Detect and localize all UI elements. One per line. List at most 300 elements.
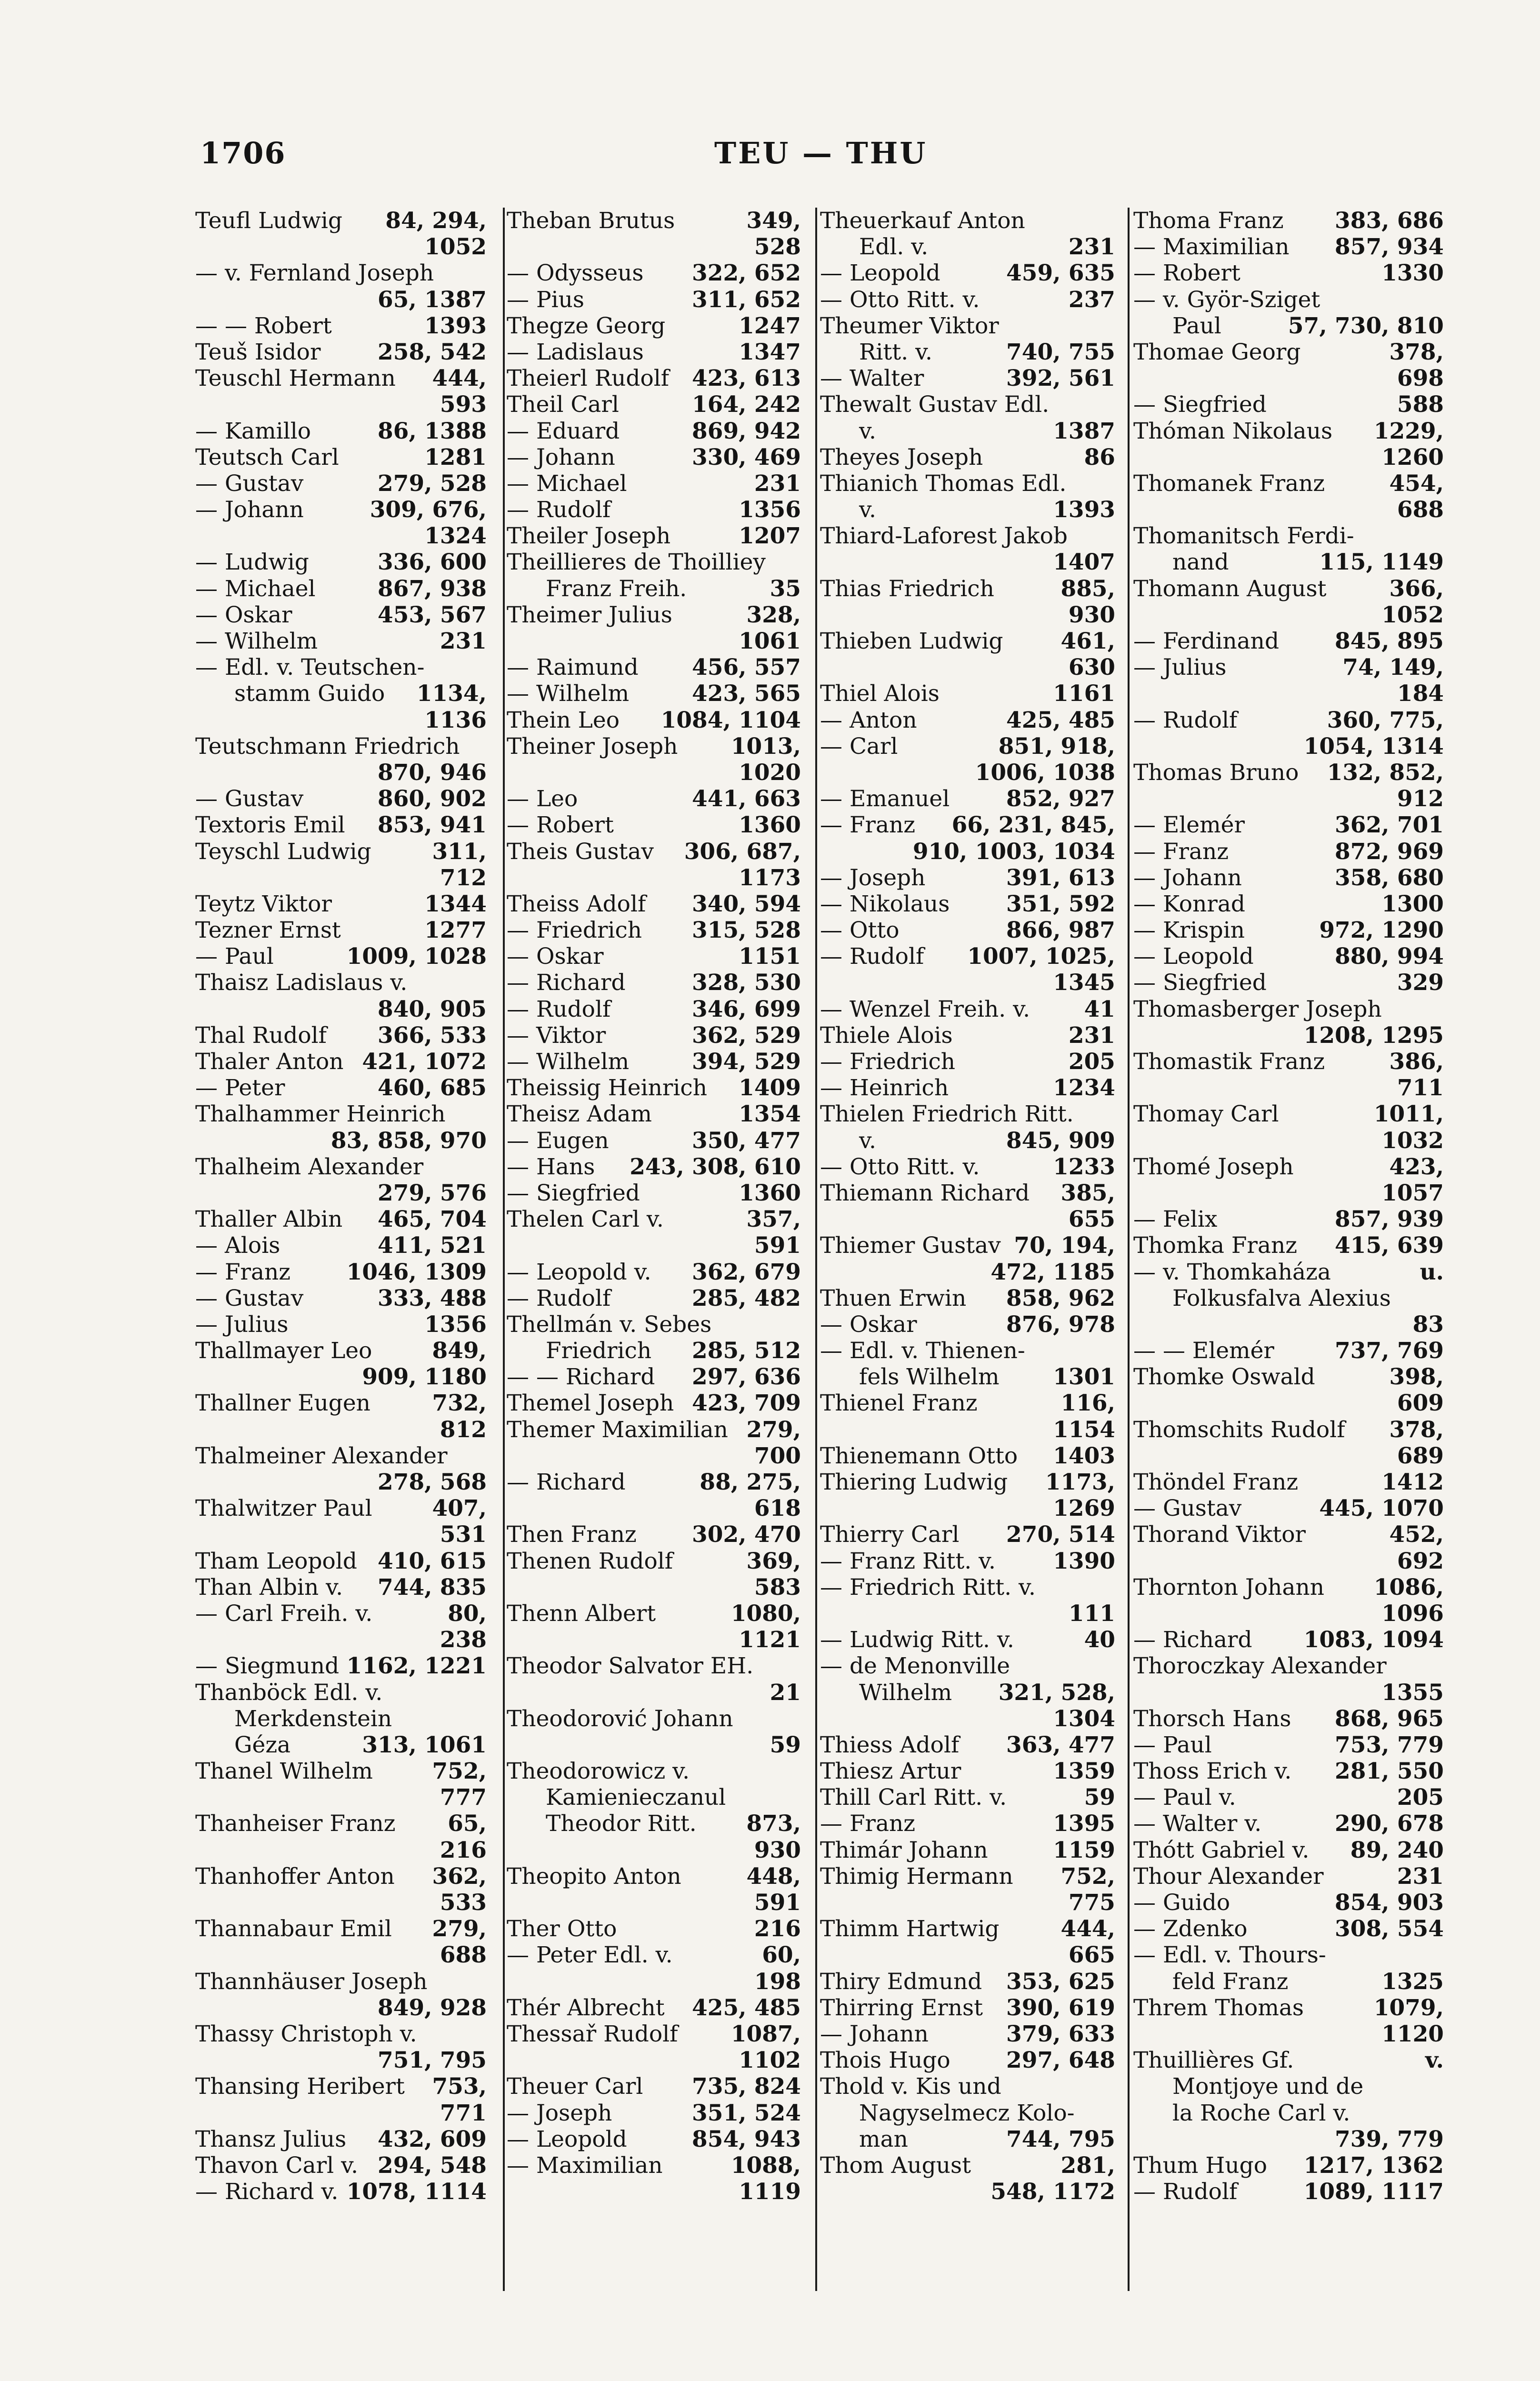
entry-name: — Joseph: [820, 864, 926, 891]
index-entry-line: [820, 208, 1115, 234]
index-entry-line: [507, 943, 801, 970]
entry-name: — Franz Ritt. v.: [820, 1548, 996, 1574]
entry-page-refs: 1006, 1038: [975, 759, 1115, 786]
name-index: [195, 208, 1445, 2367]
index-entry-line: [1133, 208, 1444, 234]
entry-page-refs: 845, 909: [1006, 1127, 1115, 1154]
index-entry-line: [1133, 1706, 1444, 1732]
entry-page-refs: 812: [440, 1416, 487, 1443]
index-entry-line: [1133, 865, 1444, 891]
entry-page-refs: 441, 663: [692, 786, 801, 812]
entry-page-refs: 1387: [1053, 418, 1115, 444]
entry-name: Then Franz: [507, 1521, 637, 1548]
entry-name: Theban Brutus: [507, 208, 675, 234]
entry-name: Thenn Albert: [507, 1600, 656, 1627]
index-entry-line: [820, 1232, 1115, 1259]
entry-name: — Maximilian: [1133, 234, 1290, 260]
entry-name: — Richard: [507, 970, 626, 996]
entry-page-refs: 285, 482: [692, 1285, 801, 1311]
index-entry-line: [195, 1916, 487, 1942]
index-entry-line: [820, 1075, 1115, 1101]
entry-page-refs: 444,: [1060, 1916, 1115, 1942]
entry-name: Thassy Christoph v.: [195, 2021, 417, 2047]
entry-name: — Elemér: [1133, 812, 1245, 839]
index-entry-line: [507, 628, 801, 654]
index-entry-line: [195, 733, 487, 760]
index-entry-line: [195, 1969, 487, 1995]
entry-name: Themel Joseph: [507, 1390, 674, 1417]
entry-page-refs: 290, 678: [1335, 1811, 1444, 1837]
entry-page-refs: 74, 149,: [1342, 654, 1444, 681]
index-entry-line: [1133, 707, 1444, 733]
index-entry-line: [195, 1837, 487, 1863]
entry-page-refs: 1078, 1114: [346, 2179, 487, 2205]
entry-name: Edl. v.: [859, 234, 929, 260]
entry-name: Friedrich: [546, 1338, 652, 1364]
entry-page-refs: 270, 514: [1006, 1521, 1115, 1548]
entry-page-refs: 700: [754, 1442, 801, 1469]
entry-page-refs: 1360: [739, 812, 801, 839]
index-entry-line: [1133, 497, 1444, 523]
entry-page-refs: 1393: [424, 312, 487, 339]
index-entry-line: [1133, 1680, 1444, 1706]
entry-page-refs: 205: [1068, 1049, 1115, 1075]
entry-page-refs: 1407: [1053, 549, 1115, 576]
entry-name: Thótt Gabriel v.: [1133, 1837, 1310, 1863]
entry-name: — Oskar: [507, 943, 604, 970]
entry-name: Theuerkauf Anton: [820, 208, 1025, 234]
index-entry-line: [195, 1049, 487, 1075]
index-entry-line: [820, 234, 1115, 260]
index-entry-line: [1133, 1390, 1444, 1416]
index-entry-line: [1133, 1049, 1444, 1075]
index-entry-line: [820, 1916, 1115, 1942]
entry-name: Thallmayer Leo: [195, 1338, 372, 1364]
index-entry-line: [1133, 917, 1444, 943]
index-entry-line: [507, 1101, 801, 1127]
entry-name: Wilhelm: [859, 1679, 952, 1706]
index-entry-line: [195, 2021, 487, 2047]
entry-page-refs: 753,: [432, 2073, 487, 2100]
entry-page-refs: 328, 530: [692, 970, 801, 996]
index-entry-line: [820, 1022, 1115, 1049]
index-entry-line: [820, 2047, 1115, 2073]
entry-page-refs: 1217, 1362: [1303, 2152, 1444, 2179]
entry-name: Thomanek Franz: [1133, 470, 1325, 497]
index-entry-line: [1133, 2152, 1444, 2179]
index-entry-line: [820, 943, 1115, 970]
entry-page-refs: 297, 636: [692, 1364, 801, 1391]
entry-name: — Rudolf: [507, 996, 611, 1022]
index-entry-line: [195, 680, 487, 707]
index-entry-line: [1133, 1653, 1444, 1679]
entry-page-refs: 116,: [1060, 1390, 1115, 1417]
index-entry-line: [820, 1443, 1115, 1469]
index-entry-line: [195, 839, 487, 865]
index-entry-line: [1133, 1206, 1444, 1232]
entry-name: — Richard: [507, 1469, 626, 1495]
entry-name: Teytz Viktor: [195, 890, 332, 917]
entry-name: Theis Gustav: [507, 838, 654, 865]
entry-name: nand: [1172, 549, 1229, 576]
index-entry-line: [507, 786, 801, 812]
index-entry-line: [507, 2100, 801, 2126]
index-entry-line: [195, 260, 487, 286]
entry-name: Montjoye und de: [1172, 2073, 1364, 2100]
entry-page-refs: 378,: [1389, 339, 1444, 365]
entry-name: Thomka Franz: [1133, 1232, 1298, 1259]
entry-page-refs: 346, 699: [692, 996, 801, 1022]
entry-page-refs: 591: [754, 1232, 801, 1259]
index-entry-line: [507, 1206, 801, 1232]
entry-page-refs: 321, 528,: [998, 1679, 1115, 1706]
index-entry-line: [507, 680, 801, 707]
entry-name: Thimm Hartwig: [820, 1916, 1000, 1942]
entry-page-refs: 329: [1397, 970, 1444, 996]
entry-name: v.: [859, 497, 876, 523]
index-entry-line: [195, 1784, 487, 1811]
index-entry-line: [1133, 1863, 1444, 1890]
index-entry-line: [820, 1680, 1115, 1706]
entry-name: — Siegmund: [195, 1653, 340, 1680]
index-entry-line: [820, 1049, 1115, 1075]
entry-name: Tezner Ernst: [195, 917, 341, 944]
entry-page-refs: 425, 485: [692, 1994, 801, 2021]
entry-page-refs: 972, 1290: [1319, 917, 1444, 944]
entry-page-refs: 777: [440, 1784, 487, 1811]
entry-page-refs: 394, 529: [692, 1049, 801, 1075]
entry-name: — v. Thomkaháza: [1133, 1259, 1331, 1285]
entry-page-refs: 857, 939: [1335, 1206, 1444, 1233]
index-entry-line: [1133, 549, 1444, 575]
entry-page-refs: 1356: [739, 497, 801, 523]
entry-page-refs: 351, 592: [1006, 890, 1115, 917]
entry-page-refs: 1154: [1053, 1416, 1115, 1443]
entry-page-refs: 362,: [432, 1863, 487, 1890]
index-entry-line: [507, 1495, 801, 1521]
entry-name: — Franz: [1133, 838, 1229, 865]
entry-page-refs: 378,: [1389, 1416, 1444, 1443]
index-entry-line: [820, 1627, 1115, 1653]
index-entry-line: [507, 1784, 801, 1811]
entry-page-refs: 83, 858, 970: [330, 1127, 487, 1154]
entry-name: Thenen Rudolf: [507, 1548, 673, 1574]
entry-page-refs: 243, 308, 610: [630, 1153, 801, 1180]
entry-name: Thill Carl Ritt. v.: [820, 1784, 1007, 1811]
entry-name: Thoroczkay Alexander: [1133, 1653, 1387, 1680]
index-entry-line: [507, 2179, 801, 2205]
entry-name: Theodorowicz v.: [507, 1758, 690, 1785]
index-entry-line: [195, 1338, 487, 1364]
index-entry-line: [820, 865, 1115, 891]
index-entry-line: [507, 917, 801, 943]
entry-page-refs: 1412: [1381, 1469, 1444, 1495]
entry-name: Ritt. v.: [859, 339, 932, 365]
index-entry-line: [507, 1285, 801, 1311]
entry-page-refs: 1162, 1221: [346, 1653, 487, 1680]
entry-name: Thorsch Hans: [1133, 1705, 1291, 1732]
index-entry-line: [507, 523, 801, 549]
index-entry-line: [1133, 391, 1444, 418]
index-entry-line: [507, 1811, 801, 1837]
index-entry-line: [1133, 2073, 1444, 2100]
index-entry-line: [1133, 1601, 1444, 1627]
index-entry-line: [820, 1837, 1115, 1863]
entry-page-refs: 869, 942: [692, 418, 801, 444]
entry-page-refs: 548, 1172: [990, 2179, 1115, 2205]
index-entry-line: [195, 943, 487, 970]
entry-name: — Franz: [195, 1259, 291, 1285]
entry-page-refs: 35: [770, 575, 801, 602]
entry-name: Thienemann Otto: [820, 1442, 1018, 1469]
index-entry-line: [195, 707, 487, 733]
entry-name: Thianich Thomas Edl.: [820, 470, 1067, 497]
index-entry-line: [195, 1022, 487, 1049]
entry-page-refs: 330, 469: [692, 444, 801, 470]
index-entry-line: [820, 1942, 1115, 1968]
index-entry-line: [820, 1154, 1115, 1180]
entry-name: — v. Györ-Sziget: [1133, 286, 1320, 313]
index-entry-line: [1133, 602, 1444, 628]
entry-page-refs: 111: [1068, 1600, 1115, 1627]
index-entry-line: [820, 1732, 1115, 1758]
entry-name: — Felix: [1133, 1206, 1218, 1233]
entry-name: Thannhäuser Joseph: [195, 1968, 428, 1995]
entry-name: Merkdenstein: [234, 1705, 392, 1732]
entry-page-refs: 328,: [746, 601, 801, 628]
index-entry-line: [1133, 1548, 1444, 1574]
entry-name: — Gustav: [1133, 1495, 1242, 1522]
entry-page-refs: 1277: [424, 917, 487, 944]
entry-name: — Edl. v. Thours-: [1133, 1942, 1326, 1969]
index-entry-line: [820, 1206, 1115, 1232]
index-entry-line: [820, 1811, 1115, 1837]
entry-page-refs: 465, 704: [378, 1206, 487, 1233]
index-entry-line: [195, 1627, 487, 1653]
entry-page-refs: 744, 795: [1006, 2126, 1115, 2152]
entry-name: Theierl Rudolf: [507, 365, 670, 392]
entry-page-refs: 362, 529: [692, 1022, 801, 1049]
index-entry-line: [1133, 1285, 1444, 1311]
index-entry-line: [507, 1732, 801, 1758]
entry-name: Thomanitsch Ferdi-: [1133, 523, 1354, 550]
index-entry-line: [1133, 2021, 1444, 2047]
entry-page-refs: 740, 755: [1006, 339, 1115, 365]
index-entry-line: [1133, 1469, 1444, 1495]
entry-page-refs: 311,: [432, 838, 487, 865]
entry-page-refs: 89, 240: [1350, 1837, 1444, 1863]
entry-page-refs: 231: [754, 470, 801, 497]
index-entry-line: [507, 1128, 801, 1154]
entry-name: — Julius: [195, 1311, 289, 1338]
index-entry-line: [507, 1890, 801, 1916]
entry-page-refs: 857, 934: [1335, 234, 1444, 260]
index-entry-line: [507, 576, 801, 602]
entry-name: — Ferdinand: [1133, 628, 1280, 654]
entry-page-refs: 363, 477: [1006, 1731, 1115, 1758]
entry-page-refs: 88, 275,: [700, 1469, 801, 1495]
entry-page-refs: 40: [1084, 1627, 1115, 1653]
index-entry-line: [820, 1259, 1115, 1285]
entry-name: — Ladislaus: [507, 339, 644, 365]
entry-page-refs: 876, 978: [1006, 1311, 1115, 1338]
entry-name: Thoss Erich v.: [1133, 1758, 1292, 1785]
index-entry-line: [1133, 1837, 1444, 1863]
entry-page-refs: 1052: [424, 234, 487, 260]
entry-page-refs: 41: [1084, 996, 1115, 1022]
entry-page-refs: 84, 294,: [385, 208, 487, 234]
index-entry-line: [1133, 1364, 1444, 1390]
entry-page-refs: 362, 701: [1335, 812, 1444, 839]
index-entry-line: [820, 1706, 1115, 1732]
index-entry-line: [1133, 418, 1444, 444]
entry-name: — Heinrich: [820, 1075, 949, 1101]
index-entry-line: [507, 865, 801, 891]
index-entry-line: [1133, 1784, 1444, 1811]
index-entry-line: [820, 1574, 1115, 1601]
entry-page-refs: 854, 943: [692, 2126, 801, 2152]
entry-name: Thomay Carl: [1133, 1101, 1279, 1128]
entry-page-refs: 588: [1397, 391, 1444, 418]
index-entry-line: [195, 2073, 487, 2100]
entry-name: — Richard: [1133, 1627, 1252, 1653]
entry-page-refs: 1007, 1025,: [967, 943, 1115, 970]
entry-page-refs: 281, 550: [1335, 1758, 1444, 1785]
entry-page-refs: 279, 576: [378, 1180, 487, 1206]
entry-name: Teuš Isidor: [195, 339, 321, 365]
entry-page-refs: 1207: [739, 523, 801, 550]
index-entry-line: [195, 1495, 487, 1521]
index-entry-line: [507, 287, 801, 313]
page-number: 1706: [200, 136, 286, 170]
entry-name: Thanheiser Franz: [195, 1811, 396, 1837]
index-entry-line: [195, 1101, 487, 1127]
index-entry-line: [820, 1601, 1115, 1627]
index-entry-line: [195, 1706, 487, 1732]
index-entry-line: [195, 1521, 487, 1548]
entry-page-refs: 432, 609: [378, 2126, 487, 2152]
entry-page-refs: 689: [1397, 1442, 1444, 1469]
index-entry-line: [820, 891, 1115, 917]
entry-page-refs: 1054, 1314: [1303, 733, 1444, 760]
entry-name: — Rudolf: [820, 943, 924, 970]
entry-page-refs: 1325: [1381, 1968, 1444, 1995]
entry-name: — Rudolf: [1133, 707, 1238, 733]
entry-page-refs: 444,: [432, 365, 487, 392]
index-entry-line: [195, 1364, 487, 1390]
entry-page-refs: 711: [1397, 1075, 1444, 1101]
entry-name: — Walter v.: [1133, 1811, 1262, 1837]
index-entry-line: [1133, 1232, 1444, 1259]
entry-name: Thomastik Franz: [1133, 1049, 1325, 1075]
index-entry-line: [507, 1995, 801, 2021]
entry-page-refs: 65, 1387: [378, 286, 487, 313]
index-entry-line: [820, 1128, 1115, 1154]
entry-name: — Odysseus: [507, 260, 644, 287]
entry-page-refs: 415, 639: [1335, 1232, 1444, 1259]
entry-page-refs: 205: [1397, 1784, 1444, 1811]
index-entry-line: [820, 2152, 1115, 2179]
entry-page-refs: 379, 633: [1006, 2021, 1115, 2047]
index-column-2: [507, 208, 801, 2367]
index-entry-line: [1133, 943, 1444, 970]
entry-name: — de Menonville: [820, 1653, 1010, 1680]
entry-name: — Otto Ritt. v.: [820, 286, 980, 313]
index-entry-line: [507, 313, 801, 339]
entry-page-refs: 231: [1068, 1022, 1115, 1049]
entry-page-refs: 692: [1397, 1548, 1444, 1574]
entry-page-refs: 840, 905: [378, 996, 487, 1022]
entry-page-refs: 712: [440, 864, 487, 891]
entry-name: Géza: [234, 1731, 291, 1758]
index-entry-line: [820, 680, 1115, 707]
index-entry-line: [195, 2126, 487, 2152]
entry-name: Thér Albrecht: [507, 1994, 665, 2021]
index-entry-line: [820, 1890, 1115, 1916]
entry-name: Tham Leopold: [195, 1548, 357, 1574]
entry-name: Theodor Ritt.: [546, 1811, 697, 1837]
index-entry-line: [1133, 654, 1444, 680]
index-entry-line: [195, 2152, 487, 2179]
entry-page-refs: 752,: [432, 1758, 487, 1785]
index-entry-line: [195, 1180, 487, 1206]
index-entry-line: [820, 1863, 1115, 1890]
entry-name: — Johann: [1133, 864, 1242, 891]
entry-page-refs: 880, 994: [1335, 943, 1444, 970]
entry-page-refs: 302, 470: [692, 1521, 801, 1548]
entry-name: Thewalt Gustav Edl.: [820, 391, 1050, 418]
entry-name: Thöndel Franz: [1133, 1469, 1299, 1495]
entry-name: — Friedrich: [507, 917, 642, 944]
index-entry-line: [1133, 2100, 1444, 2126]
index-entry-line: [507, 1311, 801, 1338]
index-entry-line: [507, 1364, 801, 1390]
entry-name: Teuschl Hermann: [195, 365, 396, 392]
entry-page-refs: 362, 679: [692, 1259, 801, 1285]
entry-page-refs: 1061: [739, 628, 801, 654]
index-entry-line: [195, 391, 487, 418]
index-entry-line: [195, 1548, 487, 1574]
entry-name: — Carl: [820, 733, 898, 760]
entry-name: Thiess Adolf: [820, 1731, 960, 1758]
entry-page-refs: 423,: [1389, 1153, 1444, 1180]
index-entry-line: [820, 1180, 1115, 1206]
entry-name: Thalmeiner Alexander: [195, 1442, 448, 1469]
index-entry-line: [507, 760, 801, 786]
entry-name: — Walter: [820, 365, 924, 392]
index-entry-line: [820, 1521, 1115, 1548]
entry-name: Kamienieczanul: [546, 1784, 726, 1811]
index-entry-line: [820, 1101, 1115, 1127]
entry-name: — v. Fernland Joseph: [195, 260, 434, 287]
entry-page-refs: 421, 1072: [362, 1049, 487, 1075]
entry-name: fels Wilhelm: [859, 1364, 1000, 1391]
index-entry-line: [820, 549, 1115, 575]
entry-name: — Oskar: [820, 1311, 917, 1338]
entry-name: — Otto: [820, 917, 900, 944]
entry-page-refs: 445, 1070: [1319, 1495, 1444, 1522]
index-entry-line: [195, 786, 487, 812]
index-entry-line: [507, 2152, 801, 2179]
index-entry-line: [195, 1942, 487, 1968]
index-entry-line: [1133, 812, 1444, 838]
entry-page-refs: 1083, 1094: [1303, 1627, 1444, 1653]
index-entry-line: [820, 1338, 1115, 1364]
index-entry-line: [195, 891, 487, 917]
entry-page-refs: 688: [440, 1942, 487, 1969]
entry-name: Theuer Carl: [507, 2073, 643, 2100]
entry-name: — Paul: [195, 943, 274, 970]
